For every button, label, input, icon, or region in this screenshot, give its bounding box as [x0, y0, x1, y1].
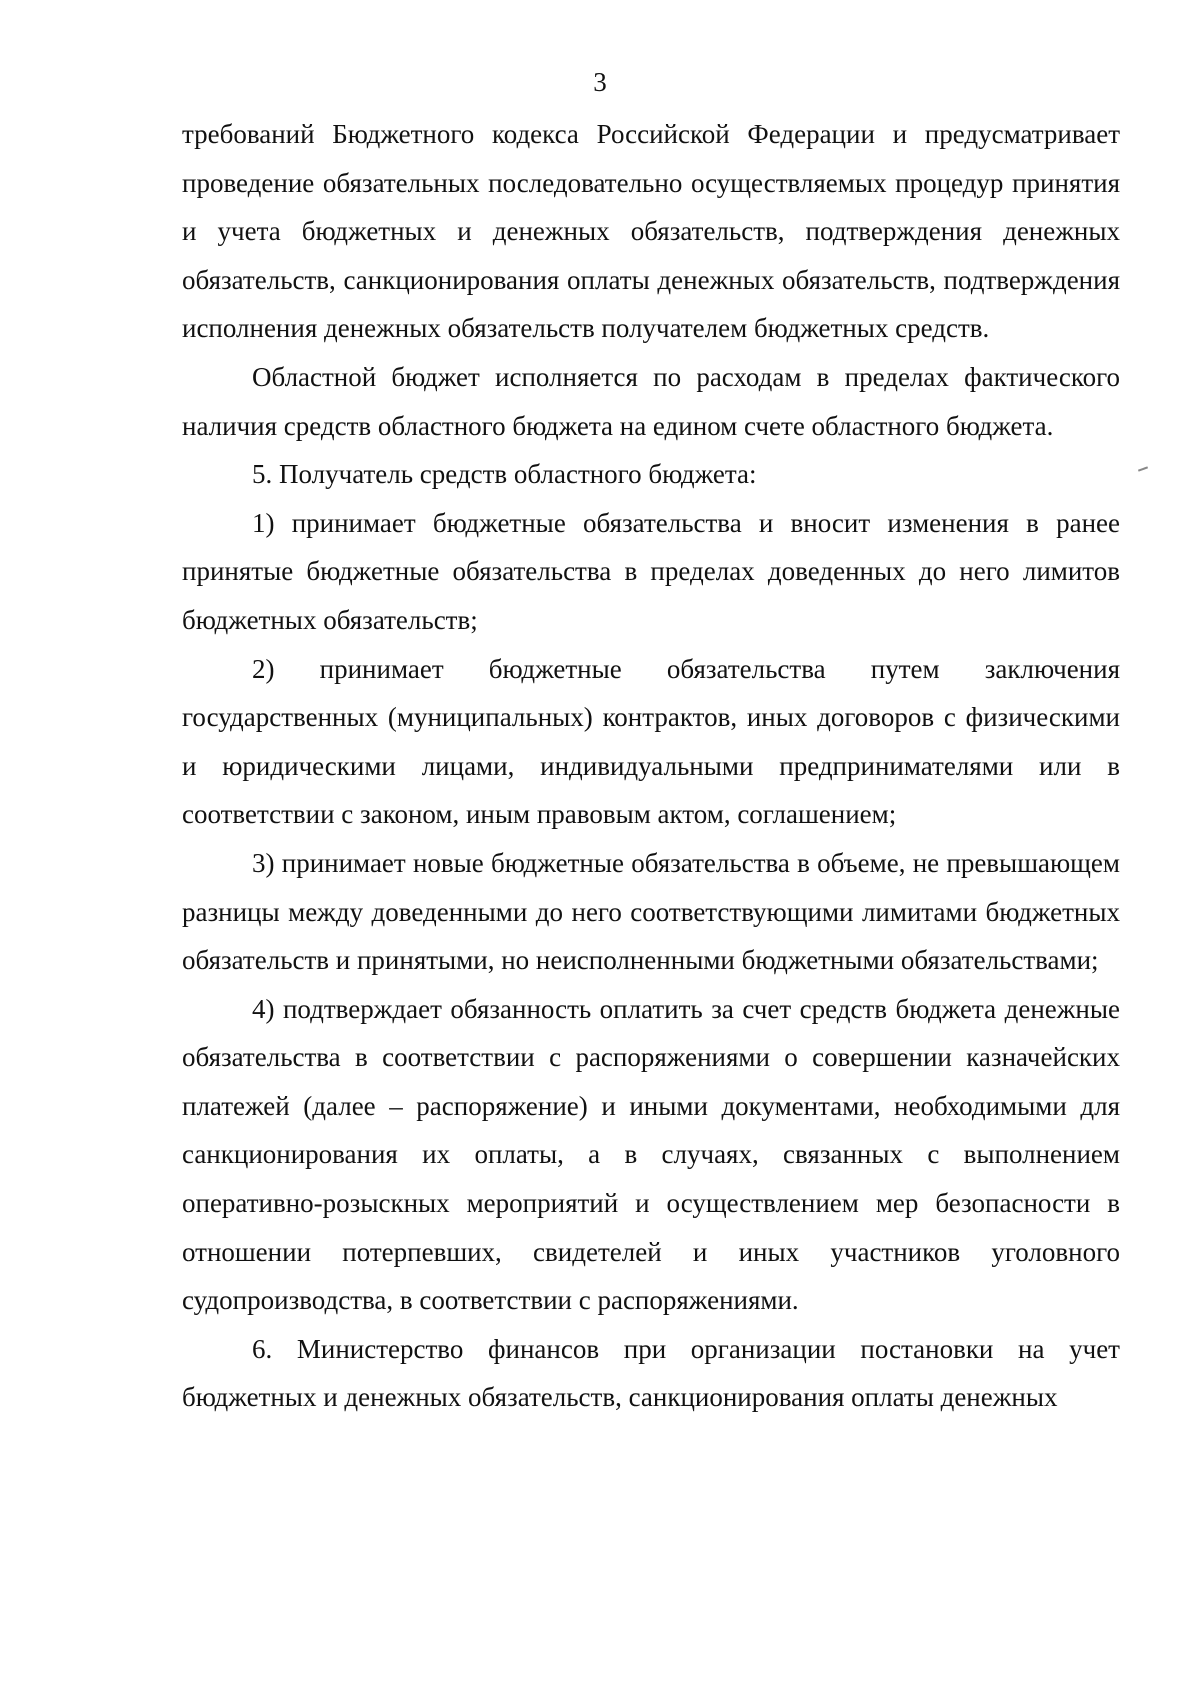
page-number: 3	[593, 67, 607, 97]
paragraph-item-5-3: 3) принимает новые бюджетные обязательства в объеме, не превышающем разницы между доведенными до него соответствующими лимитами бюджетных обязательств и принятыми, но неисполненными бюджетными обязательствами;	[182, 847, 1120, 976]
document-body	[182, 110, 1120, 1422]
paragraph-item-5-2: 2) принимает бюджетные обязательства путем заключения государственных (муниципальных) контрактов, иных договоров с физическими и юридическими лицами, индивидуальными предпринимателями или в соответствии с законом, иным правовым актом, соглашением;	[182, 653, 1120, 830]
paragraph-item-5-4: 4) подтверждает обязанность оплатить за счет средств бюджета денежные обязательства в соответствии с распоряжениями о совершении казначейских платежей (далее – распоряжение) и иными документами, необходимыми для санкционирования их оплаты, а в случаях, связанных с выполнением оперативно-розыскных мероприятий и осуществлением мер безопасности в отношении потерпевших, свидетелей и иных участников уголовного судопроизводства, в соответствии с распоряжениями.	[182, 993, 1120, 1316]
paragraph-item-5-heading: 5. Получатель средств областного бюджета:	[252, 459, 757, 490]
paragraph-continuation: требований Бюджетного кодекса Российской Федерации и предусматривает проведение обязательных последовательно осуществляемых процедур принятия и учета бюджетных и денежных обязательств, подтверждения денежных обязательств, санкционирования оплаты денежных обязательств, подтверждения исполнения денежных обязательств получателем бюджетных средств.	[182, 119, 1120, 344]
paragraph-item-5-1: 1) принимает бюджетные обязательства и вносит изменения в ранее принятые бюджетные обязательства в пределах доведенных до него лимитов бюджетных обязательств;	[182, 507, 1120, 635]
paragraph-item-6: 6. Министерство финансов при организации постановки на учет бюджетных и денежных обязательств, санкционирования оплаты денежных	[182, 1333, 1120, 1413]
scan-speck	[1138, 466, 1148, 471]
paragraph-budget-execution: Областной бюджет исполняется по расходам в пределах фактического наличия средств областного бюджета на едином счете областного бюджета.	[182, 361, 1120, 441]
